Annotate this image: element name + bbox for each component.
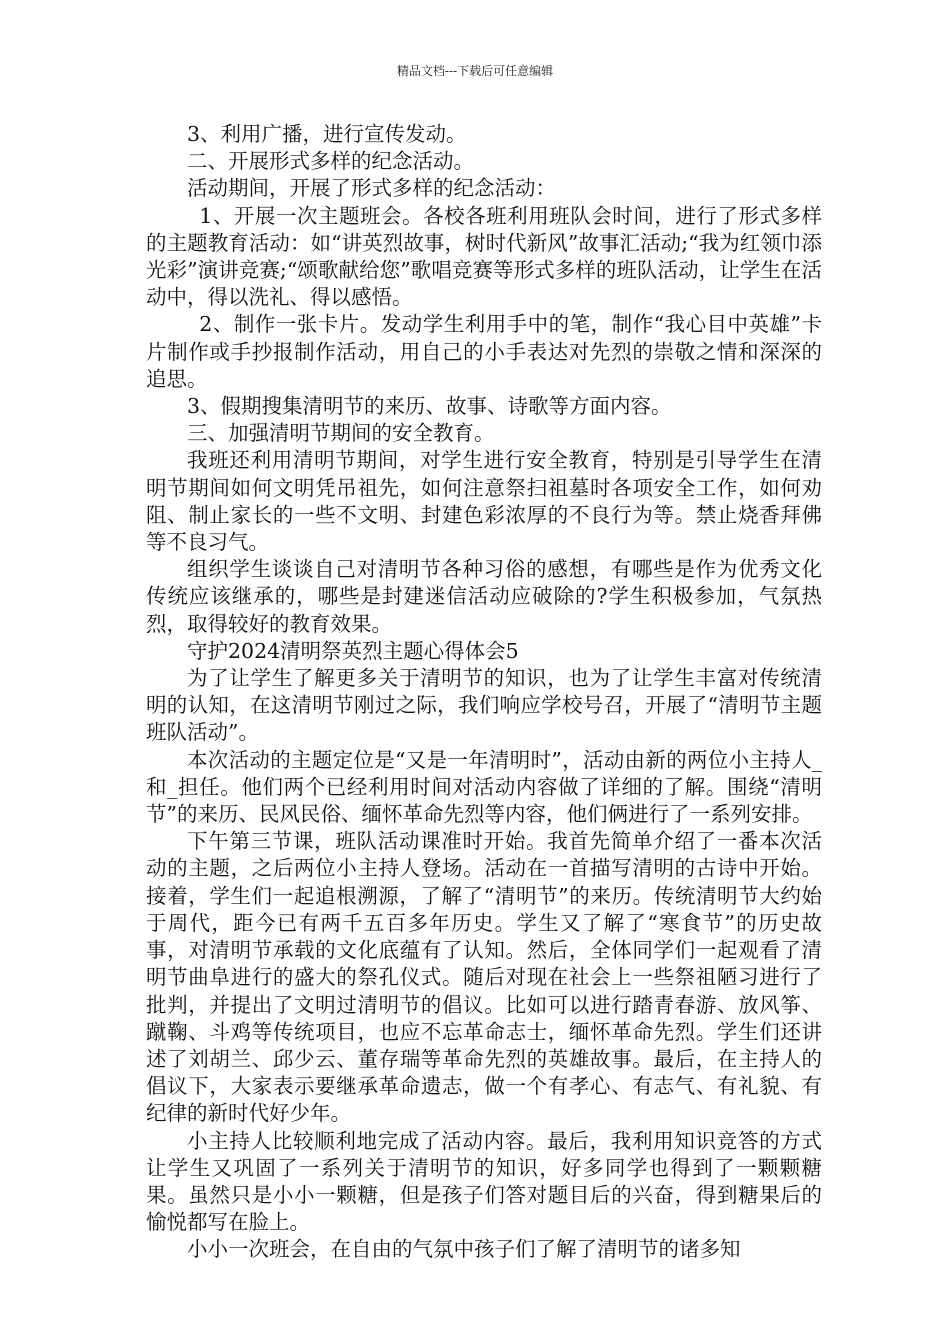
paragraph-8: 我班还利用清明节期间，对学生进行安全教育，特别是引导学生在清明节期间如何文明凭吊祖先，如何注意祭扫祖墓时各项安全工作，如何劝阻、制止家长的一些不文明、封建色彩浓厚的不良行为等。禁止烧香拜佛等不良习气。	[146, 448, 822, 555]
section-heading-2: 二、开展形式多样的纪念活动。	[187, 149, 474, 174]
paragraph-1: 3、利用广播，进行宣传发动。	[187, 122, 467, 146]
paragraph-6: 3、假期搜集清明节的来历、故事、诗歌等方面内容。	[187, 394, 672, 419]
document-body	[146, 121, 822, 1264]
section-heading-3: 三、加强清明节期间的安全教育。	[187, 421, 495, 446]
paragraph-3: 活动期间，开展了形式多样的纪念活动：	[187, 176, 556, 201]
paragraph-13: 下午第三节课，班队活动课准时开始。我首先简单介绍了一番本次活动的主题，之后两位小主持人登场。活动在一首描写清明的古诗中开始。接着，学生们一起追根溯源，了解了“清明节”的来历。传统清明节大约始于周代，距今已有两千五百多年历史。学生又了解了“寒食节”的历史故事，对清明节承载的文化底蕴有了认知。然后，全体同学们一起观看了清明节曲阜进行的盛大的祭孔仪式。随后对现在社会上一些祭祖陋习进行了批判，并提出了文明过清明节的倡议。比如可以进行踏青春游、放风筝、蹴鞠、斗鸡等传统项目，也应不忘革命志士，缅怀革命先烈。学生们还讲述了刘胡兰、邱少云、董存瑞等革命先烈的英雄故事。最后，在主持人的倡议下，大家表示要继承革命遗志，做一个有孝心、有志气、有礼貌、有纪律的新时代好少年。	[146, 829, 822, 1126]
paragraph-5: 2、制作一张卡片。发动学生利用手中的笔，制作“我心目中英雄”卡片制作或手抄报制作活动，用自己的小手表达对先烈的崇敬之情和深深的追思。	[146, 312, 822, 391]
paragraph-14: 小主持人比较顺利地完成了活动内容。最后，我利用知识竞答的方式让学生又巩固了一系列关于清明节的知识，好多同学也得到了一颗颗糖果。虽然只是小小一颗糖，但是孩子们答对题目后的兴奋，得到糖果后的愉悦都写在脸上。	[146, 1128, 822, 1235]
page-header: 精品文档---下载后可任意编辑	[396, 64, 554, 78]
article-title: 守护2024清明祭英烈主题心得体会5	[187, 638, 519, 663]
paragraph-11: 为了让学生了解更多关于清明节的知识，也为了让学生丰富对传统清明的认知，在这清明节刚过之际，我们响应学校号召，开展了“清明节主题班队活动”。	[146, 666, 822, 745]
paragraph-4: 1、开展一次主题班会。各校各班利用班队会时间，进行了形式多样的主题教育活动：如“讲英烈故事，树时代新风”故事汇活动;“我为红领巾添光彩”演讲竞赛;“颂歌献给您”歌唱竞赛等形式多样的班队活动，让学生在活动中，得以洗礼、得以感悟。	[146, 203, 822, 310]
paragraph-9: 组织学生谈谈自己对清明节各种习俗的感想，有哪些是作为优秀文化传统应该继承的，哪些是封建迷信活动应破除的?学生积极参加，气氛热烈，取得较好的教育效果。	[146, 557, 822, 636]
paragraph-15: 小小一次班会，在自由的气氛中孩子们了解了清明节的诸多知	[187, 1237, 741, 1262]
paragraph-12: 本次活动的主题定位是“又是一年清明时”，活动由新的两位小主持人_和_担任。他们两个已经利用时间对活动内容做了详细的了解。围绕“清明节”的来历、民风民俗、缅怀革命先烈等内容，他们俩进行了一系列安排。	[146, 747, 822, 827]
